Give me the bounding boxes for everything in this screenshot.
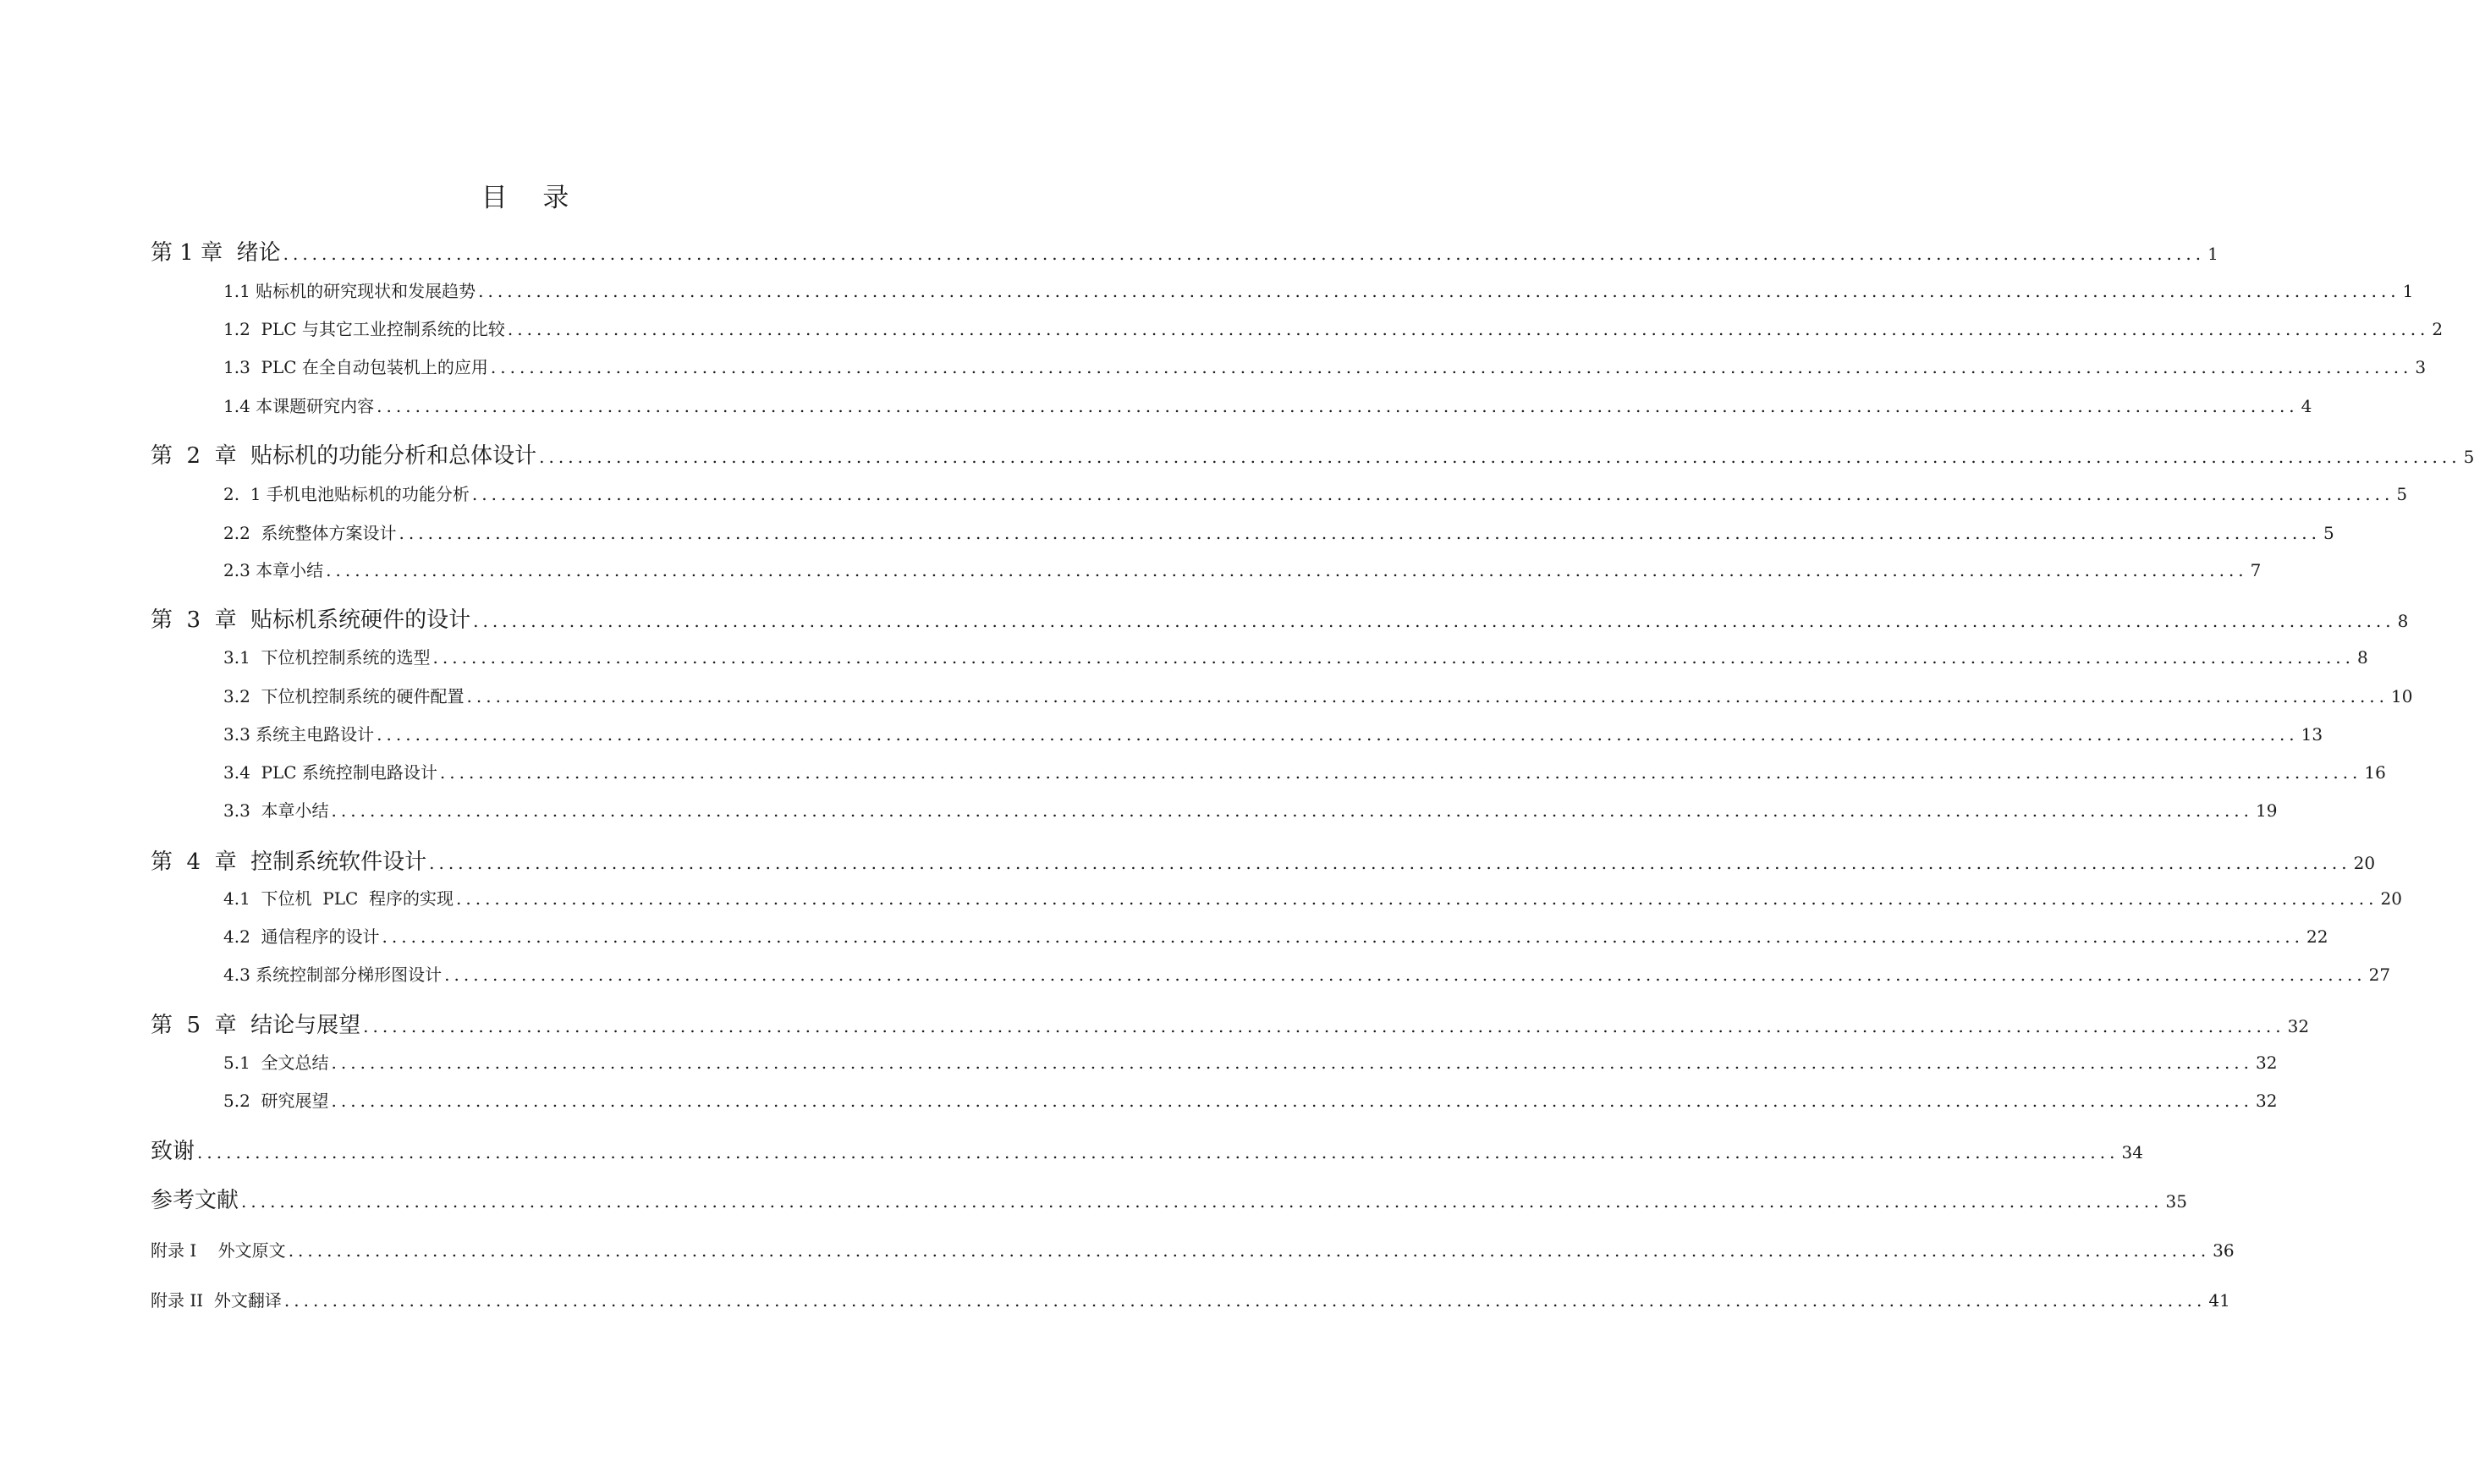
toc-page-number: 1 (2402, 281, 2414, 301)
toc-chapter-entry[interactable] (151, 239, 2218, 268)
toc-page-number: 13 (2301, 724, 2323, 745)
toc-entry-label: 3.1 下位机控制系统的选型 (223, 647, 431, 668)
toc-page-number: 8 (2397, 611, 2409, 631)
toc-appendix-entry[interactable] (151, 1289, 2230, 1312)
toc-entry-label: 5.1 全文总结 (223, 1053, 329, 1073)
toc-chapter-entry[interactable] (151, 606, 2409, 635)
toc-page-number: 22 (2306, 926, 2328, 947)
toc-appendix-entry[interactable] (151, 1239, 2235, 1262)
toc-entry-label: 2.3 本章小结 (223, 560, 324, 580)
toc-dot-leader: ........................................................................................................................................................................................................ (331, 1091, 2254, 1111)
toc-entry-label: 4.2 通信程序的设计 (223, 926, 380, 947)
toc-dot-leader: ........................................................................................................................................................................................................ (288, 1240, 2211, 1261)
toc-page-number: 10 (2391, 686, 2413, 706)
toc-section-entry[interactable] (223, 1051, 2278, 1075)
toc-dot-leader: ........................................................................................................................................................................................................ (326, 560, 2248, 580)
toc-section-entry[interactable] (223, 646, 2368, 669)
toc-dot-leader: ........................................................................................................................................................................................................ (382, 926, 2305, 947)
toc-page-number: 20 (2353, 853, 2376, 873)
toc-dot-leader: ........................................................................................................................................................................................................ (241, 1191, 2163, 1212)
toc-dot-leader: ........................................................................................................................................................................................................ (471, 484, 2394, 504)
toc-section-entry[interactable] (223, 1089, 2278, 1113)
toc-entry-label: 4.3 系统控制部分梯形图设计 (223, 965, 443, 985)
toc-entry-label: 第 4 章 控制系统软件设计 (151, 849, 427, 875)
toc-entry-label: 附录 II 外文翻译 (151, 1290, 282, 1311)
toc-dot-leader: ........................................................................................................................................................................................................ (456, 888, 2378, 909)
toc-dot-leader: ........................................................................................................................................................................................................ (331, 800, 2254, 821)
toc-dot-leader: ........................................................................................................................................................................................................ (363, 1016, 2285, 1036)
toc-page-number: 34 (2121, 1142, 2143, 1162)
toc-entry-label: 附录 I 外文原文 (151, 1240, 286, 1261)
toc-dot-leader: ........................................................................................................................................................................................................ (283, 244, 2206, 264)
toc-section-entry[interactable] (223, 925, 2328, 948)
toc-page-number: 2 (2432, 319, 2444, 339)
toc-chapter-entry[interactable] (151, 1137, 2143, 1167)
toc-dot-leader: ........................................................................................................................................................................................................ (507, 319, 2430, 339)
toc-dot-leader: ........................................................................................................................................................................................................ (490, 357, 2413, 377)
toc-section-entry[interactable] (223, 963, 2391, 987)
toc-page-number: 3 (2415, 357, 2427, 377)
toc-section-entry[interactable] (223, 558, 2262, 582)
toc-page-number: 1 (2207, 244, 2218, 264)
toc-section-entry[interactable] (223, 279, 2414, 303)
toc-entry-label: 1.4 本课题研究内容 (223, 396, 375, 416)
toc-page-number: 5 (2463, 447, 2474, 467)
toc-section-entry[interactable] (223, 394, 2312, 418)
toc-page-number: 19 (2256, 800, 2278, 821)
toc-entry-label: 第 1 章 绪论 (151, 240, 281, 266)
toc-page-number: 4 (2301, 396, 2312, 416)
toc-dot-leader: ........................................................................................................................................................................................................ (197, 1142, 2119, 1162)
toc-dot-leader: ........................................................................................................................................................................................................ (432, 647, 2356, 668)
toc-section-entry[interactable] (223, 887, 2402, 910)
toc-entry-label: 参考文献 (151, 1188, 239, 1213)
toc-dot-leader: ........................................................................................................................................................................................................ (377, 396, 2299, 416)
toc-entry-label: 5.2 研究展望 (223, 1091, 329, 1111)
toc-entry-label: 3.2 下位机控制系统的硬件配置 (223, 686, 465, 706)
toc-entry-label: 3.3 本章小结 (223, 800, 329, 821)
toc-entry-label: 第 5 章 结论与展望 (151, 1013, 361, 1038)
toc-chapter-entry[interactable] (151, 1186, 2187, 1216)
toc-dot-leader: ........................................................................................................................................................................................................ (429, 853, 2351, 873)
toc-dot-leader: ........................................................................................................................................................................................................ (466, 686, 2389, 706)
toc-page-number: 41 (2208, 1290, 2230, 1311)
toc-page-number: 8 (2357, 647, 2368, 668)
toc-entry-label: 1.1 贴标机的研究现状和发展趋势 (223, 281, 476, 301)
toc-section-entry[interactable] (223, 761, 2386, 784)
toc-page-number: 5 (2323, 523, 2334, 543)
toc-chapter-entry[interactable] (151, 1011, 2310, 1041)
toc-dot-leader: ........................................................................................................................................................................................................ (331, 1053, 2254, 1073)
toc-entry-label: 1.2 PLC 与其它工业控制系统的比较 (223, 319, 505, 339)
toc-section-entry[interactable] (223, 723, 2323, 746)
toc-entry-label: 致谢 (151, 1139, 195, 1164)
toc-chapter-entry[interactable] (151, 848, 2376, 877)
toc-dot-leader: ........................................................................................................................................................................................................ (283, 1290, 2207, 1311)
page-title: 目 录 (481, 183, 583, 213)
toc-section-entry[interactable] (223, 521, 2334, 545)
toc-dot-leader: ........................................................................................................................................................................................................ (539, 447, 2461, 467)
toc-page-number: 7 (2250, 560, 2262, 580)
toc-dot-leader: ........................................................................................................................................................................................................ (399, 523, 2322, 543)
toc-section-entry[interactable] (223, 799, 2278, 822)
toc-page-number: 36 (2213, 1240, 2235, 1261)
toc-dot-leader: ........................................................................................................................................................................................................ (444, 965, 2367, 985)
toc-dot-leader: ........................................................................................................................................................................................................ (478, 281, 2400, 301)
toc-page-number: 32 (2256, 1091, 2278, 1111)
toc-page-number: 5 (2396, 484, 2408, 504)
toc-dot-leader: ........................................................................................................................................................................................................ (473, 611, 2395, 631)
toc-section-entry[interactable] (223, 355, 2427, 379)
toc-page-number: 16 (2364, 762, 2386, 783)
toc-page-number: 27 (2368, 965, 2391, 985)
toc-page-number: 32 (2256, 1053, 2278, 1073)
toc-entry-label: 2. 1 手机电池贴标机的功能分析 (223, 484, 470, 504)
toc-section-entry[interactable] (223, 482, 2408, 506)
toc-entry-label: 第 2 章 贴标机的功能分析和总体设计 (151, 443, 537, 469)
toc-entry-label: 第 3 章 贴标机系统硬件的设计 (151, 607, 471, 633)
toc-entry-label: 1.3 PLC 在全自动包装机上的应用 (223, 357, 488, 377)
toc-page-number: 20 (2380, 888, 2402, 909)
toc-entry-label: 3.4 PLC 系统控制电路设计 (223, 762, 437, 783)
toc-entry-label: 4.1 下位机 PLC 程序的实现 (223, 888, 454, 909)
toc-entry-label: 3.3 系统主电路设计 (223, 724, 375, 745)
toc-page-number: 35 (2165, 1191, 2187, 1212)
toc-page-number: 32 (2287, 1016, 2310, 1036)
toc-section-entry[interactable] (223, 684, 2413, 708)
toc-chapter-entry[interactable] (151, 442, 2474, 471)
toc-section-entry[interactable] (223, 317, 2444, 341)
toc-dot-leader: ........................................................................................................................................................................................................ (439, 762, 2362, 783)
toc-entry-label: 2.2 系统整体方案设计 (223, 523, 397, 543)
toc-dot-leader: ........................................................................................................................................................................................................ (377, 724, 2299, 745)
